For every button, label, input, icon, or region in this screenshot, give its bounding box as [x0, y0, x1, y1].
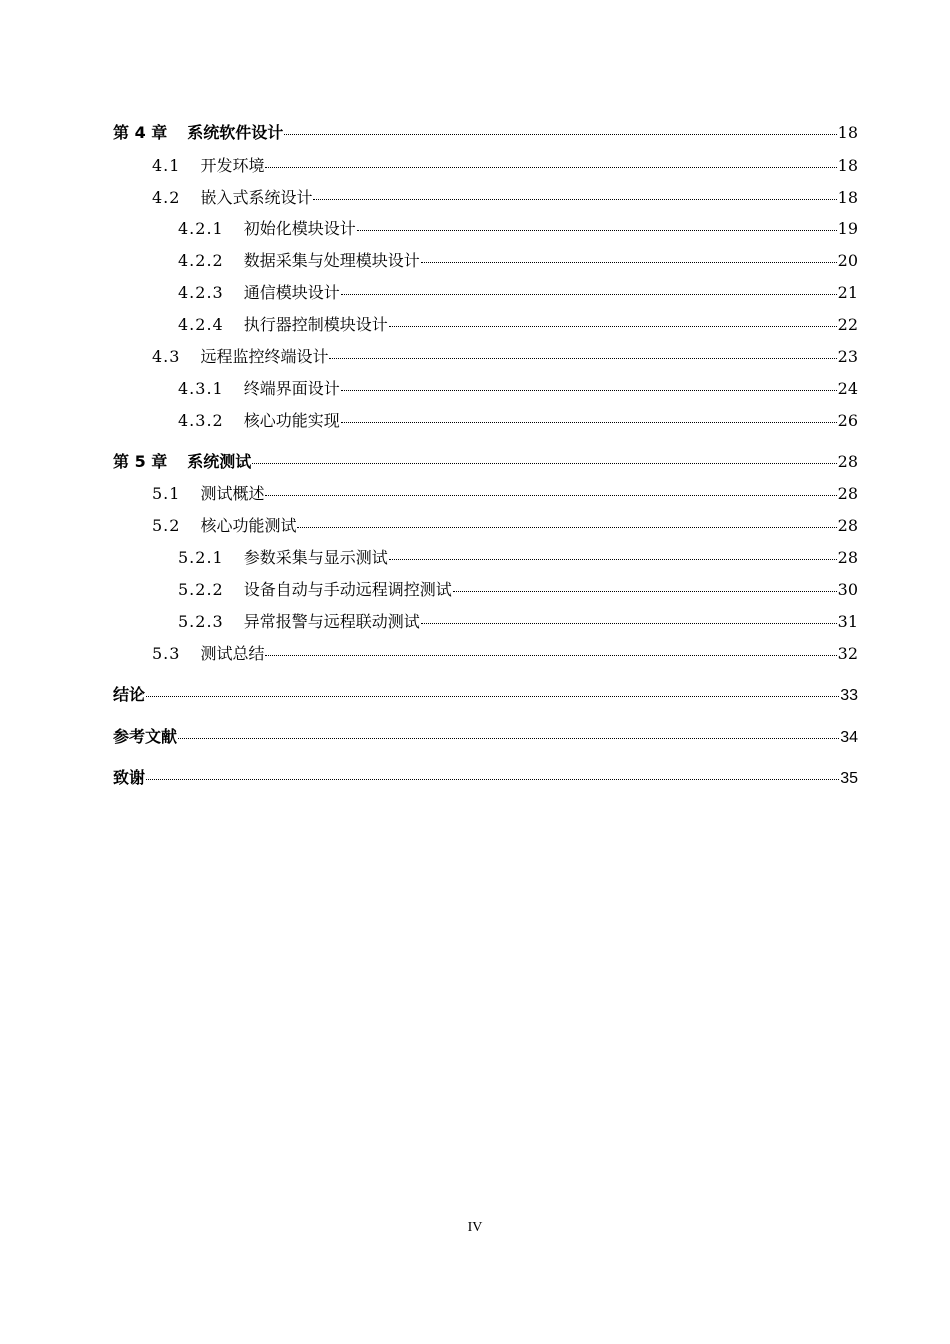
- toc-entry-subsection[interactable]: [178, 609, 858, 631]
- toc-entry-subsection[interactable]: [178, 408, 858, 430]
- toc-title: 嵌入式系统设计: [200, 188, 313, 207]
- toc-number: 5.2.1: [178, 548, 224, 567]
- toc-page-number: 28: [837, 516, 858, 535]
- toc-title: 开发环境: [200, 156, 265, 175]
- toc-leader: [297, 527, 836, 528]
- toc-entry-conclusion[interactable]: [113, 682, 858, 704]
- toc-leader: [284, 134, 836, 135]
- toc-number: 5.2: [152, 516, 181, 535]
- toc-entry-subsection[interactable]: [178, 545, 858, 567]
- toc-entry-section[interactable]: [152, 641, 858, 663]
- toc-number: 4.2.3: [178, 283, 224, 302]
- toc-leader: [421, 262, 837, 263]
- toc-leader: [389, 559, 837, 560]
- toc-number: 4.3: [152, 347, 181, 366]
- toc-title: 测试概述: [200, 484, 265, 503]
- toc-title: 参数采集与显示测试: [243, 548, 388, 567]
- toc-title: 设备自动与手动远程调控测试: [243, 580, 452, 599]
- toc-entry-subsection[interactable]: [178, 312, 858, 334]
- toc-page-number: 35: [840, 770, 858, 787]
- toc-page-number: 28: [837, 548, 858, 567]
- toc-title: 远程监控终端设计: [200, 347, 329, 366]
- toc-entry-section[interactable]: [152, 344, 858, 366]
- toc-number: 5.3: [152, 644, 181, 663]
- toc-number: 5.1: [152, 484, 181, 503]
- toc-entry-acknowledgements[interactable]: [113, 765, 858, 787]
- toc-title: 通信模块设计: [243, 283, 340, 302]
- toc-leader: [265, 655, 836, 656]
- toc-page-number: 32: [837, 644, 858, 663]
- toc-page-number: 23: [837, 347, 858, 366]
- toc-page-number: 20: [837, 251, 858, 270]
- toc-page-number: 33: [840, 687, 858, 704]
- toc-leader: [329, 358, 836, 359]
- toc-entry-chapter-4[interactable]: [113, 120, 858, 142]
- toc-title: 系统软件设计: [187, 123, 284, 142]
- toc-entry-references[interactable]: [113, 724, 858, 746]
- toc-number: 4.1: [152, 156, 181, 175]
- toc-entry-subsection[interactable]: [178, 376, 858, 398]
- toc-number: 4.2.1: [178, 219, 224, 238]
- toc-title: 核心功能测试: [200, 516, 297, 535]
- toc-number: 4.2: [152, 188, 181, 207]
- toc-leader: [265, 167, 836, 168]
- toc-leader: [265, 495, 836, 496]
- toc-number: 5.2.3: [178, 612, 224, 631]
- toc-page-number: 18: [837, 188, 858, 207]
- toc-entry-section[interactable]: [152, 153, 858, 175]
- toc-number: 第 5 章: [113, 452, 168, 471]
- toc-page-number: 30: [837, 580, 858, 599]
- toc-leader: [178, 738, 839, 739]
- toc-entry-section[interactable]: [152, 513, 858, 535]
- toc-title: 系统测试: [187, 452, 252, 471]
- toc-entry-chapter-5[interactable]: [113, 449, 858, 471]
- toc-leader: [313, 199, 836, 200]
- toc-entry-section[interactable]: [152, 481, 858, 503]
- toc-leader: [146, 696, 839, 697]
- toc-page-number: 28: [837, 484, 858, 503]
- toc-title: 执行器控制模块设计: [243, 315, 388, 334]
- toc-title: 初始化模块设计: [243, 219, 356, 238]
- toc-title: 核心功能实现: [243, 411, 340, 430]
- toc-title: 致谢: [113, 768, 146, 787]
- toc-leader: [252, 463, 836, 464]
- toc-page-number: 28: [837, 452, 858, 471]
- toc-entry-subsection[interactable]: [178, 577, 858, 599]
- toc-page-number: 26: [837, 411, 858, 430]
- toc-number: 4.3.1: [178, 379, 224, 398]
- toc-title: 数据采集与处理模块设计: [243, 251, 420, 270]
- toc-leader: [146, 779, 839, 780]
- toc-leader: [341, 422, 837, 423]
- toc-title: 终端界面设计: [243, 379, 340, 398]
- toc-leader: [341, 294, 837, 295]
- toc-number: 第 4 章: [113, 123, 168, 142]
- toc-page-number: 19: [837, 219, 858, 238]
- toc-leader: [421, 623, 837, 624]
- toc-leader: [453, 591, 837, 592]
- toc-number: 4.2.4: [178, 315, 224, 334]
- toc-page-number: 18: [837, 123, 858, 142]
- toc-number: 5.2.2: [178, 580, 224, 599]
- toc-title: 参考文献: [113, 727, 178, 746]
- toc-title: 结论: [113, 685, 146, 704]
- toc-number: 4.2.2: [178, 251, 224, 270]
- toc-page-number: 18: [837, 156, 858, 175]
- page-footer-number: IV: [467, 1220, 483, 1235]
- toc-title: 异常报警与远程联动测试: [243, 612, 420, 631]
- toc-entry-subsection[interactable]: [178, 216, 858, 238]
- toc-page-number: 34: [840, 729, 858, 746]
- toc-leader: [357, 230, 837, 231]
- toc-leader: [389, 326, 837, 327]
- toc-page-number: 21: [837, 283, 858, 302]
- toc-page-number: 22: [837, 315, 858, 334]
- toc-number: 4.3.2: [178, 411, 224, 430]
- toc-entry-subsection[interactable]: [178, 280, 858, 302]
- toc-page-number: 31: [837, 612, 858, 631]
- toc-title: 测试总结: [200, 644, 265, 663]
- toc-page-number: 24: [837, 379, 858, 398]
- toc-leader: [341, 390, 837, 391]
- toc-entry-subsection[interactable]: [178, 248, 858, 270]
- toc-entry-section[interactable]: [152, 185, 858, 207]
